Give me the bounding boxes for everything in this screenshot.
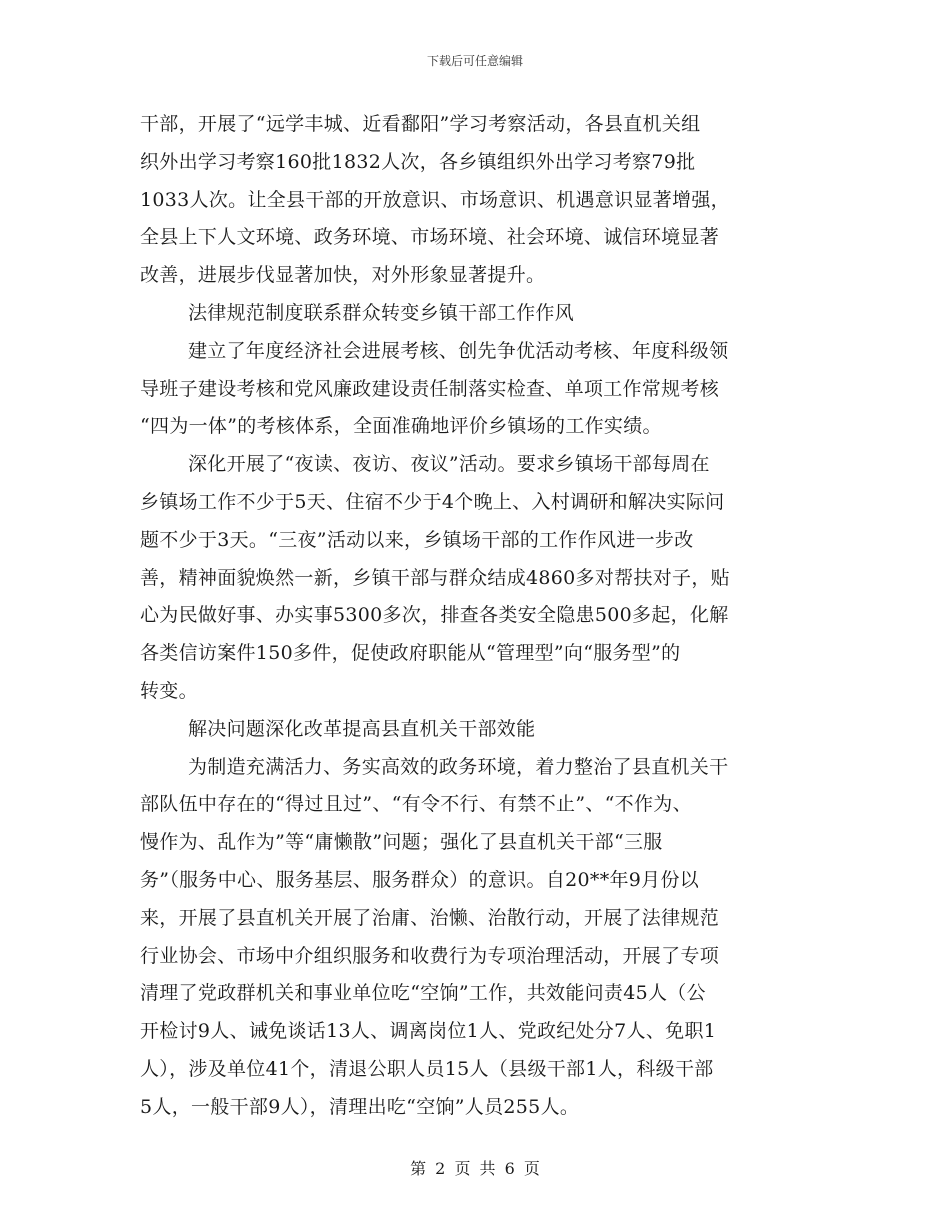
text-line: 慢作为、乱作为”等“庸懒散”问题；强化了县直机关干部“三服	[140, 831, 663, 854]
text-line: 建立了年度经济社会进展考核、创先争优活动考核、年度科级领	[188, 339, 729, 362]
text-line: 1033人次。让全县干部的开放意识、市场意识、机遇意识显著增强，	[140, 188, 730, 211]
text-line: 深化开展了“夜读、夜访、夜议”活动。要求乡镇场干部每周在	[188, 453, 710, 476]
text-line: 开检讨9人、诫免谈话13人、调离岗位1人、党政纪处分7人、免职1	[140, 1020, 717, 1043]
text-line: 干部，开展了“远学丰城、近看鄱阳”学习考察活动，各县直机关组	[140, 113, 701, 135]
text-line: 行业协会、市场中介组织服务和收费行为专项治理活动，开展了专项	[140, 944, 720, 967]
text-line: 人），涉及单位41个，清退公职人员15人（县级干部1人，科级干部	[140, 1057, 714, 1080]
text-line: 部队伍中存在的“得过且过”、“有令不行、有禁不止”、“不作为、	[140, 793, 692, 816]
text-line: 题不少于3天。“三夜”活动以来，乡镇场干部的工作作风进一步改	[140, 528, 694, 551]
document-body	[140, 106, 816, 1127]
page-footer: 第 2 页 共 6 页	[410, 1159, 540, 1178]
page-header: 下载后可任意编辑	[426, 54, 523, 68]
text-line: 善，精神面貌焕然一新，乡镇干部与群众结成4860多对帮扶对子，贴	[140, 566, 730, 589]
text-line: 务”（服务中心、服务基层、服务群众）的意识。自20**年9月份以	[140, 868, 700, 891]
text-line: 来，开展了县直机关开展了治庸、治懒、治散行动，开展了法律规范	[140, 906, 720, 929]
text-line: 心为民做好事、办实事5300多次，排查各类安全隐患500多起，化解	[140, 604, 729, 627]
text-line: 清理了党政群机关和事业单位吃“空饷”工作，共效能问责45人（公	[140, 982, 706, 1005]
text-line: 各类信访案件150多件，促使政府职能从“管理型”向“服务型”的	[140, 642, 681, 665]
text-line: 导班子建设考核和党风廉政建设责任制落实检查、单项工作常规考核	[140, 377, 720, 400]
text-line: 5人，一般干部9人），清理出吃“空饷”人员255人。	[140, 1095, 580, 1118]
text-line: 为制造充满活力、务实高效的政务环境，着力整治了县直机关干	[188, 755, 729, 778]
text-line: 解决问题深化改革提高县直机关干部效能	[188, 717, 536, 740]
text-line: 法律规范制度联系群众转变乡镇干部工作作风	[188, 301, 575, 324]
text-line: 转变。	[140, 679, 198, 702]
text-line: “四为一体”的考核体系，全面准确地评价乡镇场的工作实绩。	[140, 415, 662, 438]
text-line: 全县上下人文环境、政务环境、市场环境、社会环境、诚信环境显著	[140, 226, 720, 249]
text-line: 改善，进展步伐显著加快，对外形象显著提升。	[140, 264, 546, 287]
text-line: 织外出学习考察160批1832人次，各乡镇组织外出学习考察79批	[140, 150, 696, 173]
text-line: 乡镇场工作不少于5天、住宿不少于4个晚上、入村调研和解决实际问	[140, 490, 725, 513]
